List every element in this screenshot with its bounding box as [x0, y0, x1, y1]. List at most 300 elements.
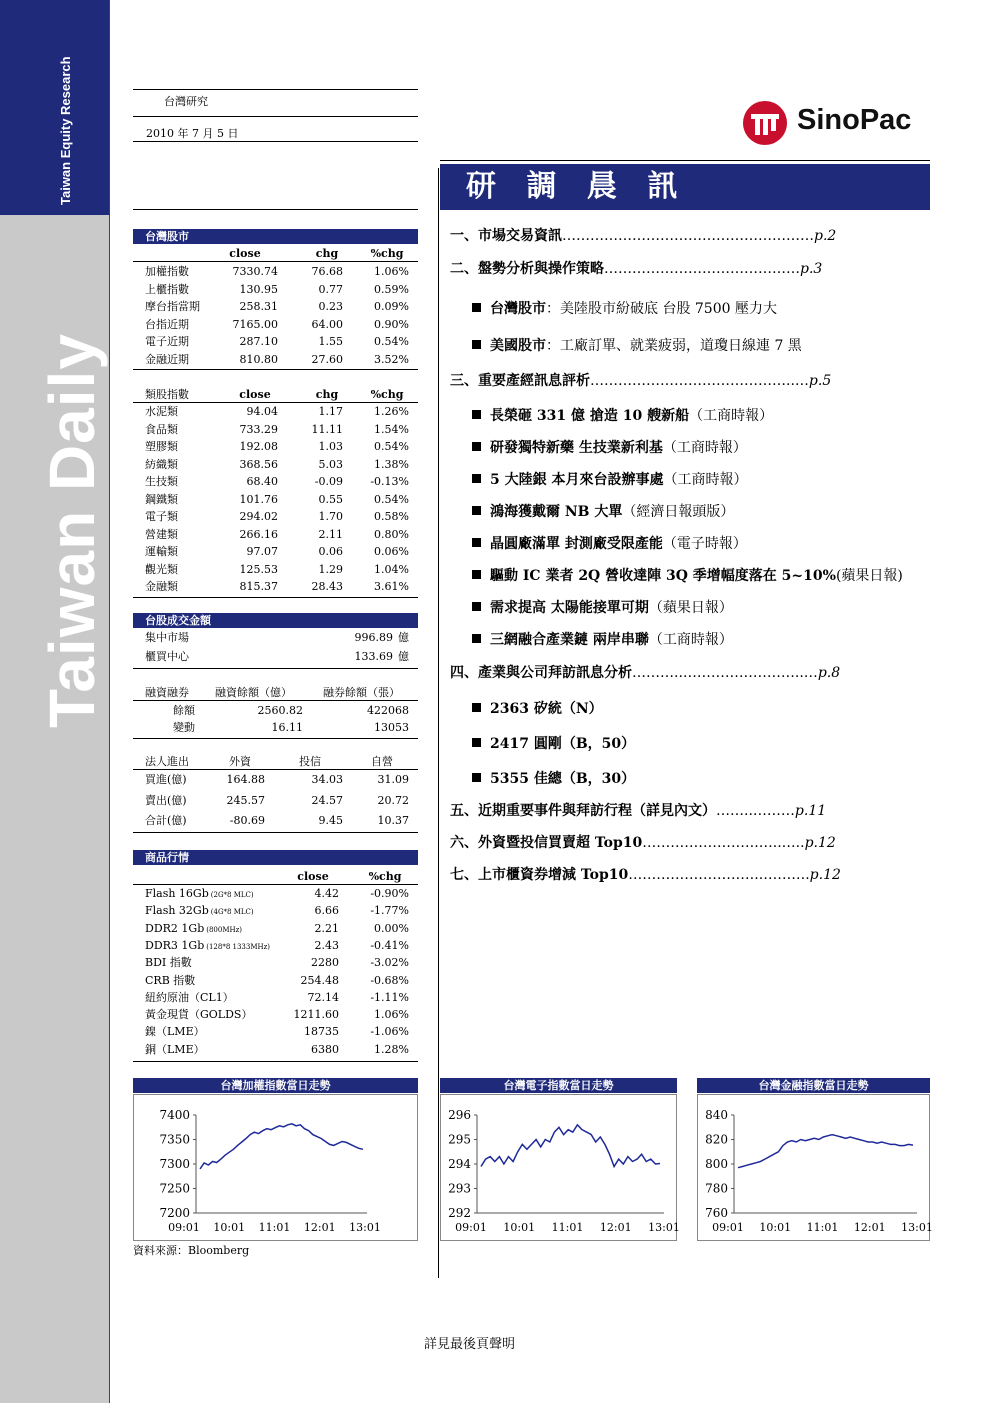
margin-rule: [133, 738, 418, 739]
toc-rest: （電子時報）: [662, 536, 747, 552]
col-chg: chg: [315, 388, 339, 401]
institutions-row: [133, 771, 418, 788]
toc-bold: 三網融合產業鏈 兩岸串聯: [490, 632, 649, 648]
sector-row-close: 101.76: [239, 492, 278, 506]
commodity-name: [145, 1006, 252, 1023]
toc-line: [450, 662, 840, 682]
market-row-label: 上櫃指數: [145, 282, 189, 296]
turnover-unit: 億: [398, 650, 409, 663]
sinopac-logo-icon: [742, 100, 788, 146]
turnover-label: 集中市場: [145, 631, 189, 644]
toc-page: p.3: [800, 261, 823, 277]
sector-row-chg: -0.09: [314, 475, 343, 488]
market-row-pct: 0.54%: [374, 335, 409, 348]
commodity-name: [145, 1023, 205, 1040]
sector-row-pct: 0.54%: [374, 492, 409, 506]
commodity-pct: 1.28%: [374, 1042, 409, 1056]
y-tick-label: 820: [705, 1132, 728, 1147]
toc-line: [472, 698, 603, 718]
sector-row-pct: 1.54%: [374, 422, 409, 436]
margin-value: 422068: [367, 704, 409, 717]
chart-0: [133, 1094, 418, 1241]
sector-row-label: 生技類: [145, 475, 178, 488]
commodity-name-text: 銅（LME）: [145, 1042, 205, 1056]
bullet-square-icon: [472, 602, 481, 611]
commodity-name: [145, 920, 242, 939]
sector-row-label: 水泥類: [145, 405, 178, 418]
sector-row-label: 營建類: [145, 527, 178, 541]
toc-bold: 七、上市櫃資券增減 Top10: [450, 867, 629, 883]
x-tick-label: 09:01: [455, 1221, 487, 1234]
col-close: close: [229, 247, 261, 260]
commodity-row: [133, 902, 418, 919]
bullet-square-icon: [472, 703, 481, 712]
margin-label: 變動: [173, 721, 195, 734]
commodity-note: (4G*8 MLC): [210, 908, 254, 917]
commodity-close: 4.42: [314, 887, 339, 900]
turnover-row: [133, 629, 418, 646]
sidebar-big-title: Taiwan Daily: [36, 333, 108, 728]
inst-row-trust: 24.57: [311, 793, 343, 807]
toc-line: [450, 258, 822, 278]
commodity-name: [145, 902, 254, 921]
market-row-label: 摩台指當期: [145, 300, 200, 313]
toc-line: [450, 800, 826, 820]
toc-line: [472, 335, 802, 355]
commodity-row: [133, 972, 418, 989]
x-tick-label: 13:01: [901, 1221, 933, 1234]
inst-row-dealer: 31.09: [377, 773, 409, 786]
commodity-pct: -3.02%: [370, 956, 409, 970]
toc-bold: 需求提高 太陽能接單可期: [490, 600, 649, 616]
toc-line: [450, 832, 836, 852]
toc-bold: 長榮砸 331 億 搶造 10 艘新船: [490, 408, 690, 424]
x-tick-label: 10:01: [213, 1221, 246, 1234]
logo-text: SinoPac: [797, 104, 912, 136]
sector-row-chg: 1.29: [318, 562, 343, 576]
sector-row: [133, 473, 418, 490]
market-row-close: 810.80: [239, 352, 278, 366]
margin-row: [133, 702, 418, 719]
toc-dots: ……..………: [716, 803, 795, 819]
sector-row-pct: 0.06%: [374, 545, 409, 558]
toc-line: [472, 597, 733, 617]
toc-rest: ：工廠訂單、就業疲弱，道瓊日線連 7 黑: [546, 338, 802, 354]
sector-row: [133, 508, 418, 525]
inst-row-label: 買進(億): [145, 773, 187, 786]
sector-row-close: 368.56: [239, 457, 278, 471]
x-tick-label: 11:01: [806, 1221, 839, 1234]
series-line: [481, 1125, 660, 1167]
commodity-pct: 1.06%: [374, 1008, 409, 1022]
toc-bold: 美國股市: [490, 338, 546, 354]
col-close: close: [239, 388, 271, 401]
market-row-pct: 0.09%: [374, 300, 409, 313]
margin-value: 2560.82: [257, 704, 303, 717]
inst-row-trust: 9.45: [318, 814, 343, 827]
sector-row-close: 94.04: [246, 405, 278, 418]
chart-title: 台灣金融指數當日走勢: [697, 1078, 930, 1093]
inst-row-trust: 34.03: [311, 773, 343, 786]
commodities-rule: [133, 1061, 418, 1062]
market-row: [133, 316, 418, 333]
turnover-header: 台股成交金額: [133, 613, 418, 628]
margin-col: 融資融券: [145, 686, 189, 699]
commodity-name-text: DDR3 1Gb: [145, 938, 205, 952]
inst-row-foreign: 164.88: [226, 773, 265, 786]
institutions-rule: [133, 832, 418, 833]
sector-row-label: 電子類: [145, 510, 178, 523]
sector-row-pct: 1.26%: [374, 405, 409, 418]
sector-row-close: 733.29: [239, 422, 278, 436]
col-close: close: [297, 870, 329, 883]
chart-svg: [134, 1095, 417, 1240]
inst-col: 投信: [299, 755, 321, 768]
toc-dots: ………………………..……….: [628, 867, 810, 883]
commodity-name: [145, 954, 192, 971]
commodity-close: 6.66: [314, 904, 339, 918]
inst-col: 自營: [371, 755, 393, 768]
commodity-close: 2280: [311, 956, 339, 970]
source-note: 資料來源：Bloomberg: [133, 1244, 250, 1257]
toc-bold: 5355 佳總（B，30）: [490, 771, 636, 787]
toc-bold: 2417 圓剛（B，50）: [490, 736, 636, 752]
col-pct: %chg: [370, 247, 404, 260]
market-row-label: 電子近期: [145, 335, 189, 348]
sector-table: [133, 386, 418, 598]
toc-line: [472, 469, 748, 489]
col-chg: chg: [315, 247, 339, 260]
y-tick-label: 760: [705, 1206, 728, 1220]
sector-row-label: 觀光類: [145, 562, 178, 576]
sector-row-chg: 11.11: [311, 422, 343, 436]
sector-row-label: 塑膠類: [145, 440, 178, 453]
commodity-name: [145, 972, 195, 989]
y-tick-label: 296: [448, 1108, 471, 1122]
market-row-chg: 0.77: [318, 282, 343, 296]
sector-row-pct: 0.80%: [374, 527, 409, 541]
commodity-close: 18735: [304, 1025, 339, 1039]
sector-row-chg: 0.55: [318, 492, 343, 506]
bullet-square-icon: [472, 538, 481, 547]
y-tick-label: 293: [448, 1181, 471, 1196]
y-tick-label: 7350: [159, 1132, 190, 1147]
toc-line: [472, 437, 747, 457]
y-tick-label: 7200: [159, 1206, 190, 1220]
commodity-name: [145, 1041, 205, 1058]
sector-row-close: 125.53: [239, 562, 278, 576]
inst-row-foreign: 245.57: [226, 793, 265, 807]
market-row-chg: 1.55: [318, 335, 343, 348]
sector-row-pct: 0.54%: [374, 440, 409, 453]
toc-line: [472, 565, 903, 585]
toc-line: [472, 733, 635, 753]
bullet-square-icon: [472, 474, 481, 483]
x-tick-label: 11:01: [551, 1221, 584, 1234]
sector-row-pct: 1.38%: [374, 457, 409, 471]
inst-row-dealer: 10.37: [377, 814, 409, 827]
market-row-close: 7165.00: [232, 317, 278, 331]
toc-line: [472, 298, 777, 318]
toc-rest: ：美陸股市紛破底 台股 7500 壓力大: [546, 301, 777, 317]
toc-bold: 四、產業與公司拜訪訊息分析: [450, 665, 632, 681]
series-line: [200, 1124, 363, 1169]
toc-dots: ……………………………………..…: [590, 373, 809, 389]
bullet-square-icon: [472, 303, 481, 312]
commodity-name-text: 鎳（LME）: [145, 1025, 205, 1039]
commodity-pct: -0.41%: [370, 938, 409, 952]
toc-rest: （工商時報）: [662, 440, 747, 456]
institutions-row: [133, 812, 418, 829]
market-row-close: 287.10: [239, 335, 278, 348]
y-tick-label: 7250: [159, 1181, 190, 1196]
y-tick-label: 295: [448, 1132, 471, 1147]
toc-line: [472, 501, 734, 521]
y-tick-label: 780: [705, 1181, 728, 1196]
inst-col: 外資: [229, 755, 251, 768]
turnover-rule: [133, 668, 418, 669]
sector-row-label: 紡織類: [145, 457, 178, 471]
toc-bold: 驅動 IC 業者 2Q 營收達陣 3Q 季增幅度落在 5~10%: [490, 568, 836, 584]
bullet-square-icon: [472, 506, 481, 515]
sector-row-pct: 1.04%: [374, 562, 409, 576]
title-rule: [440, 160, 930, 161]
commodity-row: [133, 937, 418, 954]
commodity-row: [133, 1023, 418, 1040]
market-row: [133, 281, 418, 298]
market-row-label: 台指近期: [145, 317, 189, 331]
turnover-value: 996.89: [354, 631, 393, 644]
turnover-unit: 億: [398, 631, 409, 644]
toc-page: p.5: [808, 373, 832, 389]
commodity-close: 2.43: [314, 938, 339, 952]
sector-row-close: 97.07: [246, 545, 278, 558]
toc-page: p.8: [817, 665, 841, 681]
commodity-pct: -1.11%: [370, 990, 409, 1004]
toc-bold: 六、外資暨投信買賣超 Top10: [450, 835, 643, 851]
chart-svg: [441, 1095, 680, 1240]
market-row-chg: 0.23: [318, 300, 343, 313]
toc-dots: ………..……………………..…: [632, 665, 818, 681]
institutions-col-headers: [133, 753, 418, 770]
commodity-name-text: Flash 16Gb: [145, 887, 209, 900]
report-title-box: [440, 164, 930, 210]
header-rule-mid: [133, 116, 418, 117]
commodity-row: [133, 989, 418, 1006]
commodity-row: [133, 920, 418, 937]
toc-rest: （蘋果日報）: [648, 600, 733, 616]
margin-value: 16.11: [271, 721, 303, 734]
x-tick-label: 10:01: [759, 1221, 792, 1234]
inst-row-label: 賣出(億): [145, 793, 187, 807]
report-title: 研 調 晨 訊: [466, 169, 688, 204]
sector-row-chg: 0.06: [318, 545, 343, 558]
sector-row-label: 鋼鐵類: [145, 492, 178, 506]
chart-title: 台灣加權指數當日走勢: [133, 1078, 418, 1093]
market-row-pct: 0.59%: [374, 282, 409, 296]
commodity-note: (800MHz): [206, 925, 243, 934]
sector-row-chg: 2.11: [318, 527, 343, 541]
y-tick-label: 292: [448, 1206, 471, 1220]
market-header: 台灣股市: [133, 229, 418, 244]
market-rule: [133, 369, 418, 370]
toc-bold: 五、近期重要事件與拜訪行程（詳見內文）: [450, 803, 716, 819]
inst-col: 法人進出: [145, 755, 189, 768]
margin-label: 餘額: [173, 704, 195, 717]
sector-row: [133, 543, 418, 560]
market-row-close: 130.95: [239, 282, 278, 296]
x-tick-label: 10:01: [503, 1221, 536, 1234]
commodity-pct: -0.90%: [370, 887, 409, 900]
turnover-table: [133, 629, 418, 669]
x-tick-label: 12:01: [599, 1221, 632, 1234]
commodity-name: [145, 885, 254, 904]
bullet-square-icon: [472, 738, 481, 747]
sector-row-close: 192.08: [239, 440, 278, 453]
sector-rule: [133, 597, 418, 598]
commodity-pct: 0.00%: [374, 921, 409, 935]
toc-dots: …………………….…..…..: [642, 835, 805, 851]
commodities-header: 商品行情: [133, 850, 418, 865]
commodity-pct: -1.06%: [370, 1025, 409, 1039]
commodities-table: [133, 868, 418, 1063]
toc-line: [450, 370, 831, 390]
toc-page: p.12: [809, 867, 841, 883]
sector-row-close: 815.37: [239, 580, 278, 593]
institutions-row: [133, 792, 418, 809]
toc-page: p.2: [814, 228, 837, 244]
commodity-row: [133, 1006, 418, 1023]
table-of-contents: [450, 225, 930, 895]
sector-row: [133, 578, 418, 595]
commodity-close: 2.21: [314, 921, 339, 935]
sector-row-close: 294.02: [239, 510, 278, 523]
toc-bold: 二、盤勢分析與操作策略: [450, 261, 604, 277]
toc-line: [450, 225, 836, 245]
commodity-row: [133, 954, 418, 971]
inst-row-foreign: -80.69: [229, 814, 265, 827]
x-tick-label: 12:01: [303, 1221, 336, 1234]
sector-row-close: 68.40: [246, 475, 278, 488]
toc-bold: 研發獨特新藥 生技業新利基: [490, 440, 663, 456]
toc-line: [450, 864, 841, 884]
toc-bold: 台灣股市: [490, 301, 546, 317]
toc-rest: （工商時報）: [648, 632, 733, 648]
toc-page: p.11: [794, 803, 827, 819]
commodity-row: [133, 1041, 418, 1058]
sector-row: [133, 491, 418, 508]
commodity-close: 6380: [311, 1042, 339, 1056]
sector-row: [133, 438, 418, 455]
sector-row-pct: 3.61%: [374, 580, 409, 593]
toc-page: p.12: [804, 835, 836, 851]
bullet-square-icon: [472, 340, 481, 349]
report-date: 2010 年 7 月 5 日: [146, 127, 239, 140]
margin-col: 融券餘額（張）: [323, 686, 400, 699]
toc-rest: （工商時報）: [689, 408, 774, 424]
series-line: [738, 1135, 913, 1168]
sector-row-label: 金融類: [145, 580, 178, 593]
inst-row-label: 合計(億): [145, 814, 187, 827]
margin-row: [133, 719, 418, 736]
col-pct: %chg: [370, 388, 404, 401]
x-tick-label: 13:01: [648, 1221, 680, 1234]
commodity-name-text: CRB 指數: [145, 973, 196, 987]
market-row: [133, 263, 418, 280]
sidebar-small-title: Taiwan Equity Research: [58, 56, 73, 205]
bullet-square-icon: [472, 773, 481, 782]
x-tick-label: 09:01: [712, 1221, 744, 1234]
toc-line: [472, 533, 747, 553]
x-tick-label: 13:01: [349, 1221, 381, 1234]
commodity-name: [145, 989, 234, 1006]
market-table: [133, 245, 418, 370]
turnover-row: [133, 648, 418, 665]
market-row-close: 258.31: [239, 300, 278, 313]
y-tick-label: 840: [705, 1108, 728, 1122]
chart-svg: [698, 1095, 933, 1240]
market-row-chg: 64.00: [311, 317, 343, 331]
sector-row-pct: 0.58%: [374, 510, 409, 523]
toc-line: [472, 629, 733, 649]
bullet-square-icon: [472, 410, 481, 419]
toc-rest: （經濟日報頭版）: [622, 504, 735, 520]
sector-row-label: 運輸類: [145, 545, 178, 558]
bullet-square-icon: [472, 442, 481, 451]
market-row-pct: 1.06%: [374, 265, 409, 278]
toc-bold: 晶圓廠滿單 封測廠受限產能: [490, 536, 663, 552]
toc-bold: 2363 矽統（N）: [490, 701, 603, 717]
market-row-pct: 3.52%: [374, 352, 409, 366]
commodity-name-text: 黃金現貨（GOLDS）: [145, 1008, 253, 1022]
column-divider: [438, 168, 439, 1278]
sector-row-chg: 28.43: [311, 580, 343, 593]
sector-row: [133, 561, 418, 578]
turnover-label: 櫃買中心: [145, 650, 189, 663]
sector-row-label: 食品類: [145, 422, 178, 436]
commodity-name-text: DDR2 1Gb: [145, 921, 205, 935]
dept-label: 台灣研究: [164, 95, 208, 108]
commodity-close: 254.48: [300, 973, 339, 987]
x-tick-label: 11:01: [258, 1221, 291, 1234]
commodity-name-text: BDI 指數: [145, 956, 192, 970]
footer-disclaimer: 詳見最後頁聲明: [424, 1337, 516, 1352]
sector-row-chg: 1.03: [318, 440, 343, 453]
market-row-chg: 76.68: [311, 265, 343, 278]
toc-rest: (蘋果日報): [835, 568, 903, 584]
sector-row-chg: 1.70: [318, 510, 343, 523]
commodity-name-text: Flash 32Gb: [145, 904, 209, 918]
sector-header: 類股指數: [145, 388, 189, 401]
y-tick-label: 7400: [159, 1108, 190, 1122]
market-row: [133, 351, 418, 368]
chart-2: [697, 1094, 933, 1241]
toc-bold: 鴻海獲戴爾 NB 大單: [490, 504, 623, 520]
sector-row-pct: -0.13%: [370, 475, 409, 488]
margin-value: 13053: [374, 721, 409, 734]
y-tick-label: 294: [448, 1157, 471, 1171]
col-pct: %chg: [368, 870, 402, 883]
sector-row-close: 266.16: [239, 527, 278, 541]
chart-title: 台灣電子指數當日走勢: [440, 1078, 677, 1093]
sector-row: [133, 456, 418, 473]
toc-dots: ………………………………………………: [562, 228, 814, 244]
y-tick-label: 7300: [159, 1157, 190, 1171]
market-row-chg: 27.60: [311, 352, 343, 366]
sector-row: [133, 403, 418, 420]
margin-col-headers: [133, 684, 418, 701]
market-col-headers: [133, 245, 418, 262]
